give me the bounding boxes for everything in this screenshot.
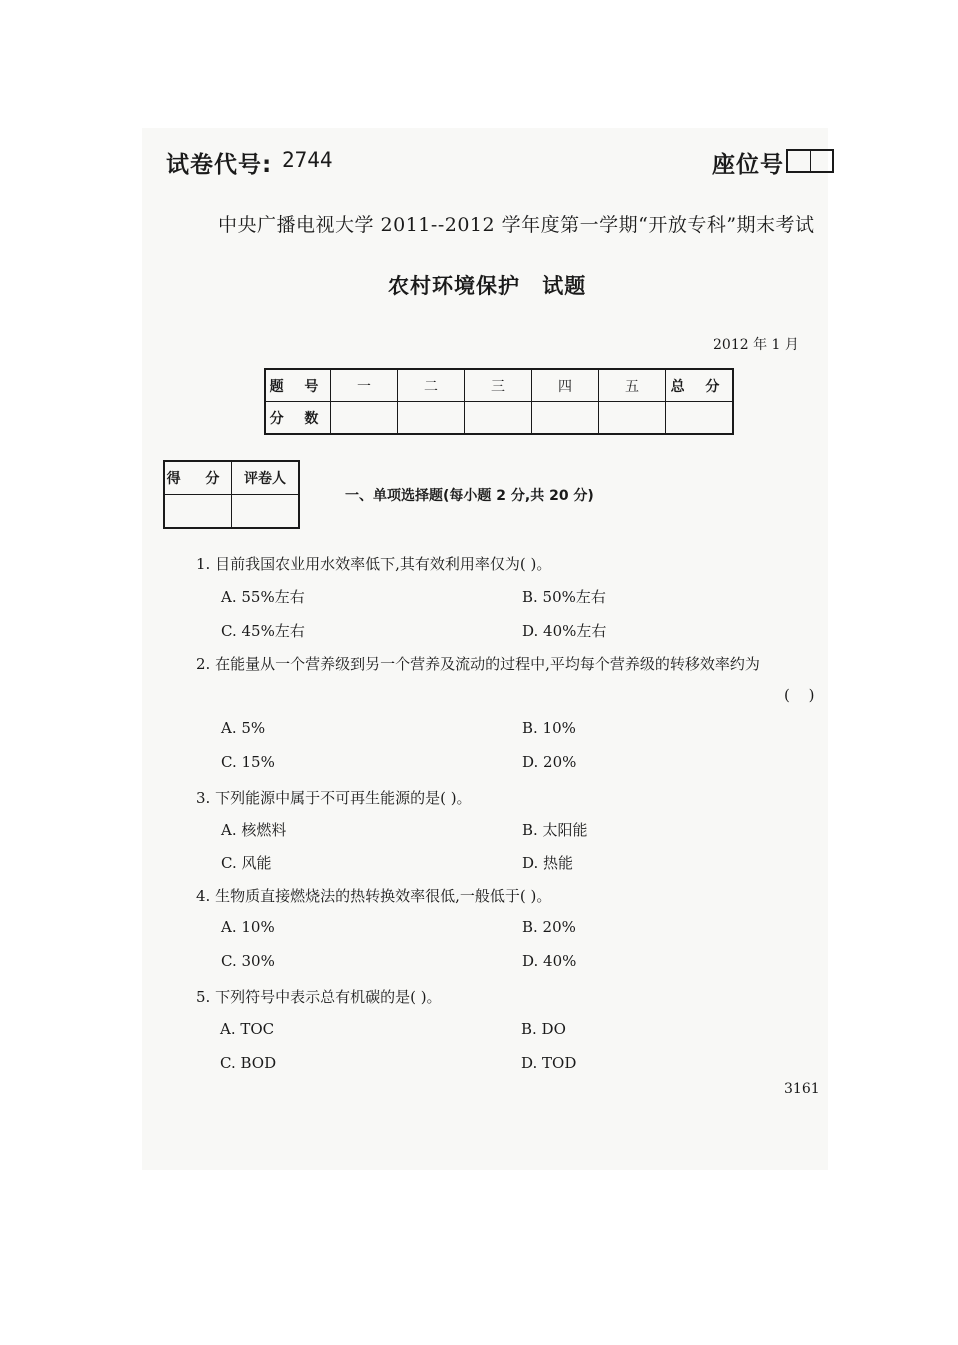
score-col-4: 四 <box>532 369 599 402</box>
total-score-label: 总 分 <box>666 369 734 402</box>
score-cell-4 <box>532 402 599 435</box>
question-2-option-b: B. 10% <box>522 719 576 737</box>
score-col-1: 一 <box>331 369 398 402</box>
seat-number-box <box>786 149 834 173</box>
question-5-option-d: D. TOD <box>521 1054 577 1072</box>
section-heading: 一、单项选择题(每小题 2 分,共 20 分) <box>345 488 594 504</box>
exam-title: 农村环境保护 试题 <box>388 274 587 298</box>
question-1-option-c: C. 45%左右 <box>221 622 305 640</box>
score-summary-table <box>264 368 734 435</box>
grader-name-label: 评卷人 <box>232 461 300 495</box>
question-5-option-c: C. BOD <box>220 1054 277 1072</box>
question-number-label: 题 号 <box>265 369 331 402</box>
question-4-option-a: A. 10% <box>221 918 275 936</box>
score-row-label: 分 数 <box>265 402 331 435</box>
score-cell-2 <box>398 402 465 435</box>
grader-table <box>163 460 300 529</box>
question-1-option-d: D. 40%左右 <box>522 622 607 640</box>
score-cell-1 <box>331 402 398 435</box>
score-table-header-row <box>265 369 733 402</box>
question-1-text: 1. 目前我国农业用水效率低下,其有效利用率仅为( )。 <box>196 555 552 573</box>
question-3-option-d: D. 热能 <box>522 854 574 872</box>
exam-code-value: 2744 <box>282 148 333 172</box>
score-cell-3 <box>465 402 532 435</box>
question-5-option-a: A. TOC <box>220 1020 275 1038</box>
score-col-5: 五 <box>599 369 666 402</box>
question-5-option-b: B. DO <box>521 1020 566 1038</box>
question-2-option-c: C. 15% <box>221 753 275 771</box>
question-3-option-b: B. 太阳能 <box>522 821 588 839</box>
question-4-option-d: D. 40% <box>522 952 577 970</box>
score-cell-5 <box>599 402 666 435</box>
question-2-answer-paren: ( ) <box>784 686 815 704</box>
question-2-text: 2. 在能量从一个营养级到另一个营养及流动的过程中,平均每个营养级的转移效率约为 <box>196 655 760 673</box>
question-3-option-c: C. 风能 <box>221 854 272 872</box>
score-col-2: 二 <box>398 369 465 402</box>
grader-score-cell <box>164 495 232 529</box>
exam-code-label: 试卷代号: <box>166 152 273 178</box>
question-3-text: 3. 下列能源中属于不可再生能源的是( )。 <box>196 789 472 807</box>
question-2-option-a: A. 5% <box>221 719 266 737</box>
grader-score-label: 得 分 <box>164 461 232 495</box>
score-table-score-row <box>265 402 733 435</box>
seat-number-label: 座位号 <box>712 152 784 178</box>
exam-institution-line: 中央广播电视大学 2011--2012 学年度第一学期“开放专科”期末考试 <box>218 214 815 236</box>
question-4-option-c: C. 30% <box>221 952 275 970</box>
score-col-3: 三 <box>465 369 532 402</box>
question-4-text: 4. 生物质直接燃烧法的热转换效率很低,一般低于( )。 <box>196 887 552 905</box>
score-cell-total <box>666 402 734 435</box>
exam-date: 2012 年 1 月 <box>713 337 799 353</box>
question-1-option-b: B. 50%左右 <box>522 588 606 606</box>
question-3-option-a: A. 核燃料 <box>221 821 287 839</box>
page-code: 3161 <box>784 1081 820 1097</box>
question-5-text: 5. 下列符号中表示总有机碳的是( )。 <box>196 988 442 1006</box>
grader-name-cell <box>232 495 300 529</box>
question-4-option-b: B. 20% <box>522 918 576 936</box>
question-2-option-d: D. 20% <box>522 753 577 771</box>
question-1-option-a: A. 55%左右 <box>221 588 305 606</box>
